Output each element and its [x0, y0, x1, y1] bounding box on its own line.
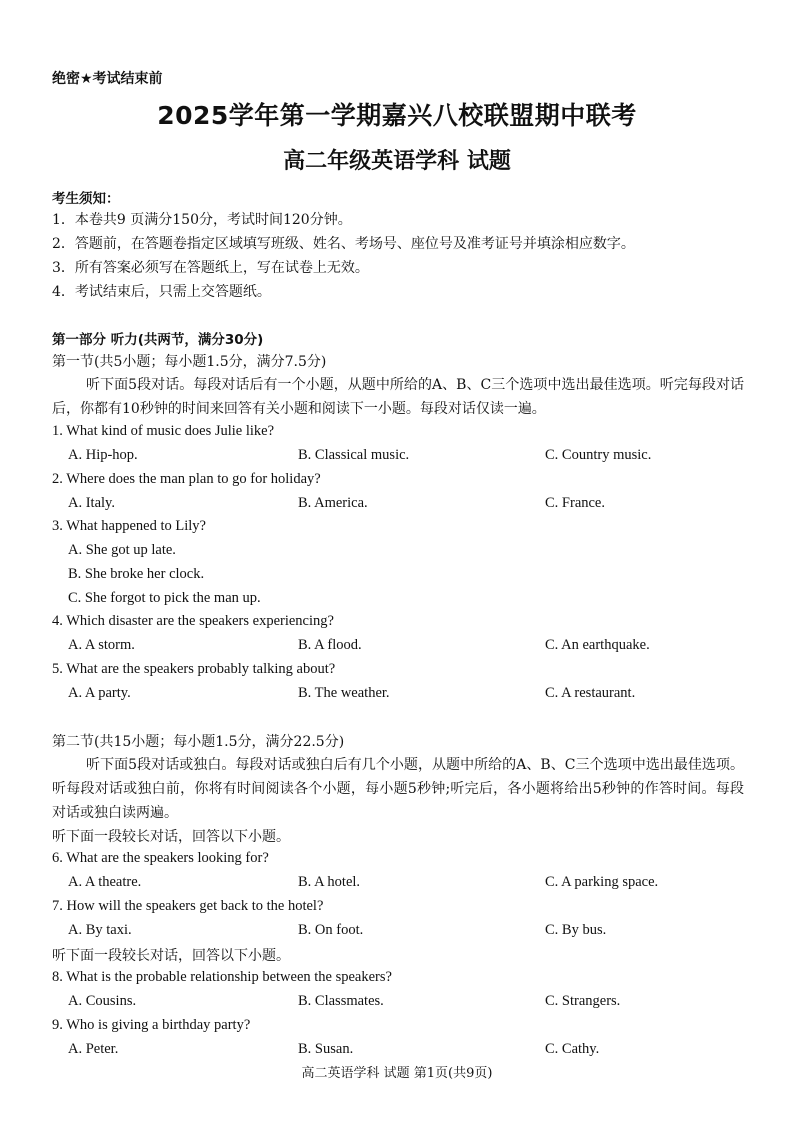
page-footer: 高二英语学科 试题 第1页(共9页): [301, 1066, 493, 1081]
option-c: C. A parking space.: [545, 874, 659, 890]
exam-title: 2025学年第一学期嘉兴八校联盟期中联考: [157, 101, 637, 130]
option-a: A. Cousins.: [68, 993, 137, 1009]
option-b: B. America.: [298, 495, 368, 511]
question-5: 5. What are the speakers probably talking about?: [52, 661, 336, 677]
long-dialog-note: 听下面一段较长对话，回答以下小题。: [52, 948, 290, 964]
option-a: A. By taxi.: [68, 922, 132, 938]
notice-item: 4．考试结束后，只需上交答题纸。: [52, 284, 271, 300]
notice-heading: 考生须知：: [52, 191, 120, 207]
option-c: C. Strangers.: [545, 993, 621, 1009]
option-c: C. She forgot to pick the man up.: [68, 590, 261, 606]
part1-heading: 第一部分 听力(共两节，满分30分): [52, 332, 264, 348]
option-a: A. A party.: [68, 685, 131, 701]
exam-subtitle: 高二年级英语学科 试题: [283, 149, 511, 174]
option-b: B. She broke her clock.: [68, 566, 205, 582]
question-8: 8. What is the probable relationship between the speakers?: [52, 969, 392, 985]
question-9: 9. Who is giving a birthday party?: [52, 1017, 251, 1033]
option-c: C. An earthquake.: [545, 637, 650, 653]
option-b: B. The weather.: [298, 685, 390, 701]
section1-instructions-text: 听下面5段对话。每段对话后有一个小题，从题中所给的A、B、C三个选项中选出最佳选项。听完每段对话后，你都有10秒钟的时间来回答有关小题和阅读下一小题。每段对话仅读一遍。: [52, 377, 744, 417]
notice-item: 3．所有答案必须写在答题纸上，写在试卷上无效。: [52, 260, 369, 276]
option-b: B. A hotel.: [298, 874, 361, 890]
option-c: C. Country music.: [545, 447, 652, 463]
section1-instructions: [52, 373, 744, 421]
section1-heading: 第一节(共5小题；每小题1.5分，满分7.5分): [52, 354, 327, 370]
option-c: C. Cathy.: [545, 1041, 600, 1057]
option-c: C. By bus.: [545, 922, 607, 938]
question-7: 7. How will the speakers get back to the hotel?: [52, 898, 324, 914]
section2-instructions-text: 听下面5段对话或独白。每段对话或独白后有几个小题，从题中所给的A、B、C三个选项中选出最佳选项。听每段对话或独白前，你将有时间阅读各个小题，每小题5秒钟;听完后，各小题将给出5秒钟的作答时间。每段对话或独白读两遍。: [52, 757, 744, 821]
option-a: A. A theatre.: [68, 874, 142, 890]
question-1: 1. What kind of music does Julie like?: [52, 423, 275, 439]
confidential-label: 绝密★考试结束前: [52, 71, 163, 87]
question-6: 6. What are the speakers looking for?: [52, 850, 269, 866]
option-a: A. Hip-hop.: [68, 447, 138, 463]
option-b: B. Susan.: [298, 1041, 354, 1057]
option-b: B. On foot.: [298, 922, 364, 938]
question-4: 4. Which disaster are the speakers experiencing?: [52, 613, 334, 629]
long-dialog-note: 听下面一段较长对话，回答以下小题。: [52, 829, 290, 845]
option-a: A. A storm.: [68, 637, 135, 653]
option-b: B. Classical music.: [298, 447, 410, 463]
option-a: A. Italy.: [68, 495, 115, 511]
question-2: 2. Where does the man plan to go for holiday?: [52, 471, 321, 487]
option-b: B. Classmates.: [298, 993, 384, 1009]
section2-instructions: [52, 753, 744, 825]
option-b: B. A flood.: [298, 637, 362, 653]
option-a: A. She got up late.: [68, 542, 176, 558]
notice-item: 1．本卷共9 页满分150分，考试时间120分钟。: [52, 212, 352, 228]
question-3: 3. What happened to Lily?: [52, 518, 206, 534]
section2-heading: 第二节(共15小题；每小题1.5分，满分22.5分): [52, 734, 345, 750]
option-c: C. France.: [545, 495, 605, 511]
option-c: C. A restaurant.: [545, 685, 636, 701]
option-a: A. Peter.: [68, 1041, 119, 1057]
notice-item: 2．答题前，在答题卷指定区域填写班级、姓名、考场号、座位号及准考证号并填涂相应数字。: [52, 236, 635, 252]
